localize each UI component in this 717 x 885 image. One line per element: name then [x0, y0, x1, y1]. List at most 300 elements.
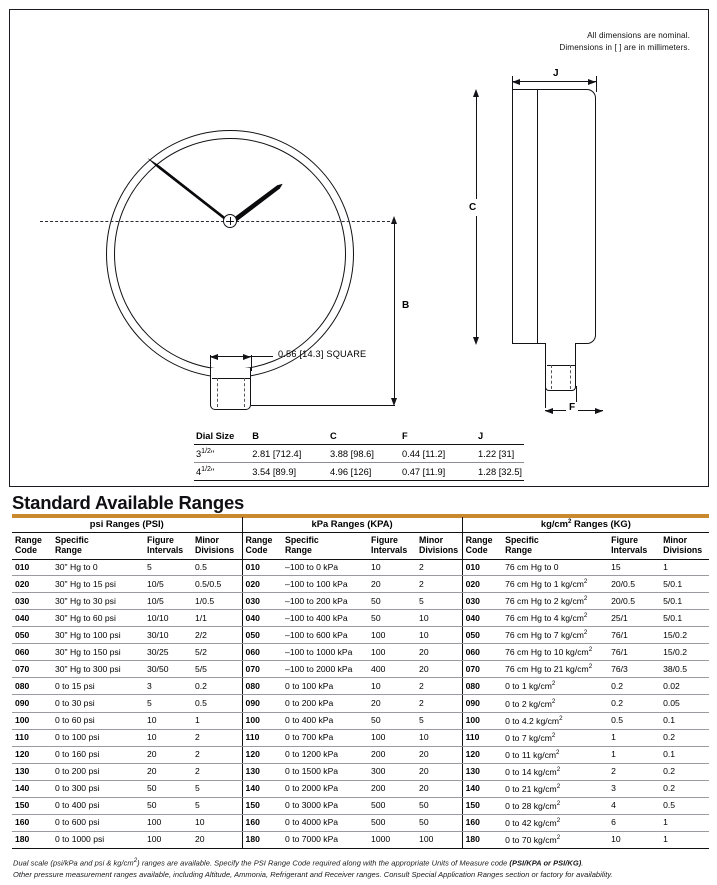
kg-range-code: 090 — [462, 695, 502, 712]
kg-minor-divisions: 0.2 — [660, 729, 709, 746]
b-arrow-bottom-icon — [391, 398, 397, 406]
dial-b-value: 3.54 [89.9] — [250, 463, 328, 481]
dial-size-header-row — [194, 430, 524, 445]
page-title: Standard Available Ranges — [12, 492, 245, 513]
kg-range-code: 050 — [462, 627, 502, 644]
dial-size-header-c: C — [328, 430, 400, 445]
kg-figure-intervals: 1 — [608, 729, 660, 746]
kpa-range-code: 150 — [242, 797, 282, 814]
kg-unit-superscript: 2 — [583, 629, 588, 637]
col-header-kg-code — [462, 533, 502, 560]
kg-figure-intervals: 6 — [608, 814, 660, 831]
kg-specific-range: 0 to 28 $kg/cm^2$ — [502, 797, 608, 814]
kpa-specific-range: –100 to 200 kPa — [282, 593, 368, 610]
dial-size-header-size: Dial Size — [194, 430, 250, 445]
kg-unit-superscript: 2 — [556, 799, 561, 807]
dial-f-value: 0.47 [11.9] — [400, 463, 476, 481]
hdr-line2: Intervals — [371, 544, 408, 555]
dial-size-fraction: 1/2 — [201, 466, 211, 474]
psi-specific-range: 30" Hg to 150 psi — [52, 644, 144, 661]
table-row — [12, 729, 709, 746]
psi-minor-divisions: 2 — [192, 746, 242, 763]
kg-range-code: 070 — [462, 661, 502, 678]
ranges-group-header-row — [12, 517, 709, 533]
psi-specific-range: 0 to 15 psi — [52, 678, 144, 695]
psi-minor-divisions: 0.2 — [192, 678, 242, 695]
square-dimension-leader — [251, 356, 273, 357]
kg-specific-range: 0 to 42 $kg/cm^2$ — [502, 814, 608, 831]
center-axis-line — [40, 221, 395, 222]
psi-range-code: 060 — [12, 644, 52, 661]
kpa-minor-divisions: 2 — [416, 559, 462, 575]
kpa-range-code: 180 — [242, 831, 282, 848]
kg-range-code: 100 — [462, 712, 502, 729]
kpa-specific-range: –100 to 0 kPa — [282, 559, 368, 575]
psi-specific-range: 0 to 300 psi — [52, 780, 144, 797]
group-header-kg: $kg/cm^2$ Ranges (KG) — [462, 517, 709, 533]
dial-size-table — [194, 430, 524, 481]
psi-figure-intervals: 10 — [144, 712, 192, 729]
kg-specific-range: 0 to 1 $kg/cm^2$ — [502, 678, 608, 695]
kpa-figure-intervals: 50 — [368, 712, 416, 729]
kpa-figure-intervals: 100 — [368, 644, 416, 661]
kg-minor-divisions: 0.1 — [660, 712, 709, 729]
dial-size-fraction: 1/2 — [201, 448, 211, 455]
kg-figure-intervals: 0.2 — [608, 695, 660, 712]
side-stem-dashed-right — [570, 365, 571, 389]
kg-specific-range: 0 to 21 $kg/cm^2$ — [502, 780, 608, 797]
kg-unit-superscript: 2 — [556, 782, 561, 790]
dial-f-value: 0.44 [11.2] — [400, 445, 476, 463]
psi-range-code: 150 — [12, 797, 52, 814]
kg-figure-intervals: 2 — [608, 763, 660, 780]
kpa-range-code: 130 — [242, 763, 282, 780]
kg-figure-intervals: 0.5 — [608, 712, 660, 729]
kg-range-code: 110 — [462, 729, 502, 746]
hdr-line1: Figure — [611, 535, 638, 546]
hdr-line1: Figure — [147, 535, 174, 546]
table-row — [194, 445, 524, 463]
kg-figure-intervals: 20/0.5 — [608, 576, 660, 593]
footnote-units-code: (PSI/KPA or PSI/KG) — [509, 858, 582, 868]
kpa-figure-intervals: 500 — [368, 814, 416, 831]
psi-range-code: 100 — [12, 712, 52, 729]
psi-specific-range: 30" Hg to 60 psi — [52, 610, 144, 627]
table-row — [12, 831, 709, 848]
kpa-specific-range: –100 to 2000 kPa — [282, 661, 368, 678]
col-header-kpa-figure — [368, 533, 416, 560]
b-dimension-label: B — [402, 300, 410, 311]
kg-figure-intervals: 76/3 — [608, 661, 660, 678]
psi-figure-intervals: 20 — [144, 763, 192, 780]
hdr-line2: Code — [15, 544, 37, 555]
note-line-1: All dimensions are nominal. — [587, 31, 690, 40]
kpa-range-code: 060 — [242, 644, 282, 661]
kpa-specific-range: 0 to 1500 kPa — [282, 763, 368, 780]
c-arrow-bottom-icon — [473, 337, 479, 345]
kg-minor-divisions: 0.05 — [660, 695, 709, 712]
kpa-range-code: 050 — [242, 627, 282, 644]
kg-figure-intervals: 76/1 — [608, 627, 660, 644]
dial-size-header-f: F — [400, 430, 476, 445]
dimensional-drawing-panel — [9, 9, 709, 487]
footnotes — [13, 856, 713, 881]
dial-size-value — [194, 463, 250, 481]
hdr-line1: Specific — [505, 535, 539, 546]
kpa-minor-divisions: 10 — [416, 610, 462, 627]
psi-range-code: 080 — [12, 678, 52, 695]
psi-minor-divisions: 5 — [192, 797, 242, 814]
psi-figure-intervals: 10/5 — [144, 576, 192, 593]
kg-range-code: 160 — [462, 814, 502, 831]
psi-minor-divisions: 20 — [192, 831, 242, 848]
kg-figure-intervals: 3 — [608, 780, 660, 797]
psi-minor-divisions: 1 — [192, 712, 242, 729]
gauge-side-view — [450, 10, 708, 430]
kpa-specific-range: 0 to 100 kPa — [282, 678, 368, 695]
psi-minor-divisions: 0.5 — [192, 695, 242, 712]
c-arrow-top-icon — [473, 89, 479, 97]
dial-size-header-j: J — [476, 430, 524, 445]
kg-range-code: 020 — [462, 576, 502, 593]
kpa-minor-divisions: 2 — [416, 678, 462, 695]
col-header-psi-range — [52, 533, 144, 560]
kg-unit-superscript: 2 — [556, 816, 561, 824]
kg-range-code: 060 — [462, 644, 502, 661]
note-line-2: Dimensions in [ ] are in millimeters. — [559, 42, 690, 52]
psi-figure-intervals: 5 — [144, 695, 192, 712]
psi-figure-intervals: 5 — [144, 559, 192, 575]
side-stem-dashed-left — [551, 365, 552, 389]
footnote-line-2: Other pressure measurement ranges available, including Altitude, Ammonia, Refrigerant and Receiver ranges. Consult Special Application Ranges section or factory for availability. — [13, 870, 613, 880]
c-dimension — [464, 89, 498, 345]
stem-dashed-right — [244, 378, 245, 407]
kpa-figure-intervals: 100 — [368, 729, 416, 746]
hdr-line2: Intervals — [147, 544, 184, 555]
ranges-column-header-row — [12, 533, 709, 560]
col-header-kg-range — [502, 533, 608, 560]
square-dimension-arrows — [210, 356, 251, 357]
kpa-minor-divisions: 100 — [416, 831, 462, 848]
kg-minor-divisions: 15/0.2 — [660, 627, 709, 644]
kg-minor-divisions: 1 — [660, 559, 709, 575]
b-dimension — [386, 216, 416, 406]
kpa-range-code: 030 — [242, 593, 282, 610]
kg-unit-superscript: 2 — [556, 748, 560, 756]
dial-j-value: 1.22 [31] — [476, 445, 524, 463]
kpa-minor-divisions: 20 — [416, 644, 462, 661]
kpa-range-code: 020 — [242, 576, 282, 593]
table-row — [12, 593, 709, 610]
psi-minor-divisions: 5/2 — [192, 644, 242, 661]
kpa-specific-range: 0 to 400 kPa — [282, 712, 368, 729]
gauge-case-side-bezel — [512, 89, 538, 344]
psi-range-code: 140 — [12, 780, 52, 797]
kpa-range-code: 110 — [242, 729, 282, 746]
psi-figure-intervals: 50 — [144, 780, 192, 797]
kpa-figure-intervals: 100 — [368, 627, 416, 644]
dial-size-whole: 3 — [196, 449, 202, 460]
table-row — [12, 712, 709, 729]
kg-specific-range: 0 to 11 $kg/cm^2$ — [502, 746, 608, 763]
kg-unit-superscript: 2 — [551, 731, 556, 739]
psi-range-code: 070 — [12, 661, 52, 678]
kg-superscript: 2 — [567, 518, 572, 525]
hdr-line1: Range — [245, 535, 273, 546]
kg-minor-divisions: 5/0.1 — [660, 576, 709, 593]
kpa-minor-divisions: 5 — [416, 593, 462, 610]
kpa-minor-divisions: 20 — [416, 661, 462, 678]
gauge-dial-inner-circle — [114, 138, 346, 370]
kpa-figure-intervals: 500 — [368, 797, 416, 814]
group-header-psi: psi Ranges (PSI) — [12, 517, 242, 533]
dial-size-header-b: B — [250, 430, 328, 445]
table-row — [12, 797, 709, 814]
kg-specific-range: 0 to 7 $kg/cm^2$ — [502, 729, 608, 746]
kg-range-code: 140 — [462, 780, 502, 797]
standard-available-ranges-table — [12, 517, 709, 849]
j-dimension — [512, 70, 602, 90]
kpa-specific-range: 0 to 7000 kPa — [282, 831, 368, 848]
kg-specific-range: 0 to 70 $kg/cm^2$ — [502, 831, 608, 848]
kg-figure-intervals: 20/0.5 — [608, 593, 660, 610]
psi-range-code: 180 — [12, 831, 52, 848]
psi-range-code: 130 — [12, 763, 52, 780]
psi-figure-intervals: 20 — [144, 746, 192, 763]
col-header-kpa-minor — [416, 533, 462, 560]
psi-specific-range: 0 to 200 psi — [52, 763, 144, 780]
psi-range-code: 010 — [12, 559, 52, 575]
kg-specific-range: 0 to 4.2 $kg/cm^2$ — [502, 712, 608, 729]
col-header-kg-minor — [660, 533, 709, 560]
psi-minor-divisions: 10 — [192, 814, 242, 831]
psi-specific-range: 0 to 1000 psi — [52, 831, 144, 848]
psi-minor-divisions: 2/2 — [192, 627, 242, 644]
kpa-minor-divisions: 20 — [416, 780, 462, 797]
ranges-table-body — [12, 559, 709, 848]
kpa-minor-divisions: 20 — [416, 746, 462, 763]
footnote-line-1 — [13, 856, 713, 869]
kpa-minor-divisions: 10 — [416, 627, 462, 644]
table-row — [12, 627, 709, 644]
kg-specific-range: 76 cm Hg to 21 $kg/cm^2$ — [502, 661, 608, 678]
psi-figure-intervals: 10 — [144, 729, 192, 746]
footnote-1-b: ) ranges are available. Specify the PSI Range Code required along with the appropriate Units of Measure code — [137, 858, 510, 868]
dial-size-whole: 4 — [196, 467, 202, 478]
psi-range-code: 090 — [12, 695, 52, 712]
kpa-specific-range: 0 to 2000 kPa — [282, 780, 368, 797]
psi-specific-range: 0 to 100 psi — [52, 729, 144, 746]
j-dimension-label: J — [550, 68, 562, 79]
kg-minor-divisions: 1 — [660, 814, 709, 831]
hdr-line2: Divisions — [195, 544, 235, 555]
psi-minor-divisions: 2 — [192, 729, 242, 746]
psi-minor-divisions: 2 — [192, 763, 242, 780]
kpa-figure-intervals: 50 — [368, 610, 416, 627]
table-row — [194, 463, 524, 481]
f-dimension-label: F — [566, 402, 578, 413]
table-row — [12, 763, 709, 780]
hdr-line1: Minor — [663, 535, 688, 546]
kpa-minor-divisions: 50 — [416, 814, 462, 831]
table-row — [12, 814, 709, 831]
hdr-line1: Range — [15, 535, 42, 546]
kpa-figure-intervals: 400 — [368, 661, 416, 678]
kpa-figure-intervals: 50 — [368, 593, 416, 610]
kg-range-code: 010 — [462, 559, 502, 575]
table-row — [12, 780, 709, 797]
table-row — [12, 559, 709, 575]
kpa-range-code: 140 — [242, 780, 282, 797]
kg-range-code: 180 — [462, 831, 502, 848]
kpa-minor-divisions: 2 — [416, 695, 462, 712]
kg-minor-divisions: 0.2 — [660, 780, 709, 797]
kpa-range-code: 080 — [242, 678, 282, 695]
kg-specific-range: 76 cm Hg to 10 $kg/cm^2$ — [502, 644, 608, 661]
kg-unit-superscript: 2 — [556, 765, 561, 773]
kg-range-code: 120 — [462, 746, 502, 763]
psi-range-code: 110 — [12, 729, 52, 746]
footnote-superscript: 2 — [133, 857, 138, 864]
c-dimension-label: C — [467, 199, 478, 216]
psi-minor-divisions: 0.5 — [192, 559, 242, 575]
kg-specific-range: 76 cm Hg to 4 $kg/cm^2$ — [502, 610, 608, 627]
kpa-specific-range: –100 to 400 kPa — [282, 610, 368, 627]
psi-figure-intervals: 100 — [144, 814, 192, 831]
psi-figure-intervals: 10/5 — [144, 593, 192, 610]
psi-specific-range: 0 to 400 psi — [52, 797, 144, 814]
psi-specific-range: 0 to 30 psi — [52, 695, 144, 712]
hdr-line2: Code — [245, 544, 268, 555]
psi-range-code: 050 — [12, 627, 52, 644]
kg-specific-range: 0 to 14 $kg/cm^2$ — [502, 763, 608, 780]
psi-range-code: 160 — [12, 814, 52, 831]
footnote-1-c: . — [581, 858, 584, 868]
hdr-line2: Range — [505, 544, 532, 555]
kpa-range-code: 100 — [242, 712, 282, 729]
psi-range-code: 120 — [12, 746, 52, 763]
psi-figure-intervals: 3 — [144, 678, 192, 695]
hdr-line2: Divisions — [663, 544, 703, 555]
c-dimension-line — [476, 93, 477, 341]
psi-figure-intervals: 10/10 — [144, 610, 192, 627]
footnote-1-a: Dual scale (psi/kPa and psi & kg/cm — [13, 858, 134, 868]
gauge-pointer-hub-icon — [223, 214, 237, 228]
b-dimension-baseline — [251, 405, 395, 406]
col-header-kpa-range — [282, 533, 368, 560]
kg-range-code: 150 — [462, 797, 502, 814]
psi-figure-intervals: 30/25 — [144, 644, 192, 661]
col-header-kpa-code — [242, 533, 282, 560]
kpa-range-code: 040 — [242, 610, 282, 627]
kg-minor-divisions: 38/0.5 — [660, 661, 709, 678]
kg-specific-range: 76 cm Hg to 1 $kg/cm^2$ — [502, 576, 608, 593]
kg-specific-range: 76 cm Hg to 2 $kg/cm^2$ — [502, 593, 608, 610]
kpa-range-code: 160 — [242, 814, 282, 831]
psi-range-code: 040 — [12, 610, 52, 627]
kpa-figure-intervals: 20 — [368, 576, 416, 593]
psi-specific-range: 30" Hg to 15 psi — [52, 576, 144, 593]
square-dimension-callout — [210, 347, 410, 367]
kg-unit-superscript: 2 — [583, 612, 588, 620]
kg-range-code: 030 — [462, 593, 502, 610]
hdr-line1: Minor — [419, 535, 443, 546]
kpa-figure-intervals: 20 — [368, 695, 416, 712]
kg-unit-superscript: 2 — [588, 663, 593, 671]
table-row — [12, 661, 709, 678]
table-row — [12, 746, 709, 763]
kpa-minor-divisions: 5 — [416, 712, 462, 729]
psi-specific-range: 30" Hg to 0 — [52, 559, 144, 575]
kpa-specific-range: –100 to 1000 kPa — [282, 644, 368, 661]
kg-unit-superscript: 2 — [583, 595, 588, 603]
kpa-figure-intervals: 200 — [368, 746, 416, 763]
psi-range-code: 020 — [12, 576, 52, 593]
dial-j-value: 1.28 [32.5] — [476, 463, 524, 481]
table-row — [12, 644, 709, 661]
kpa-range-code: 090 — [242, 695, 282, 712]
kpa-specific-range: 0 to 700 kPa — [282, 729, 368, 746]
kpa-figure-intervals: 10 — [368, 559, 416, 575]
kpa-range-code: 010 — [242, 559, 282, 575]
kg-unit-superscript: 2 — [588, 646, 593, 654]
gauge-stem-front — [210, 368, 251, 410]
psi-minor-divisions: 0.5/0.5 — [192, 576, 242, 593]
kg-minor-divisions: 15/0.2 — [660, 644, 709, 661]
hdr-line1: Specific — [55, 535, 89, 546]
hdr-line1: Minor — [195, 535, 219, 546]
kg-figure-intervals: 25/1 — [608, 610, 660, 627]
kpa-minor-divisions: 50 — [416, 797, 462, 814]
psi-figure-intervals: 50 — [144, 797, 192, 814]
kg-specific-range: 76 cm Hg to 0 — [502, 559, 608, 575]
dial-size-unit: " — [210, 449, 215, 460]
kg-minor-divisions: 0.1 — [660, 746, 709, 763]
kpa-specific-range: 0 to 4000 kPa — [282, 814, 368, 831]
kpa-figure-intervals: 10 — [368, 678, 416, 695]
psi-range-code: 030 — [12, 593, 52, 610]
table-row — [12, 695, 709, 712]
kpa-range-code: 070 — [242, 661, 282, 678]
kg-figure-intervals: 15 — [608, 559, 660, 575]
hdr-line2: Intervals — [611, 544, 648, 555]
psi-specific-range: 30" Hg to 30 psi — [52, 593, 144, 610]
kg-minor-divisions: 5/0.1 — [660, 593, 709, 610]
square-dimension-label: 0.56 [14.3] SQUARE — [278, 349, 367, 359]
kg-figure-intervals: 1 — [608, 746, 660, 763]
kpa-minor-divisions: 2 — [416, 576, 462, 593]
hdr-line2: Divisions — [419, 544, 459, 555]
psi-specific-range: 30" Hg to 300 psi — [52, 661, 144, 678]
col-header-psi-figure — [144, 533, 192, 560]
psi-minor-divisions: 5/5 — [192, 661, 242, 678]
b-dimension-line — [394, 220, 395, 402]
psi-figure-intervals: 100 — [144, 831, 192, 848]
psi-minor-divisions: 1/0.5 — [192, 593, 242, 610]
kg-figure-intervals: 4 — [608, 797, 660, 814]
section-heading-block — [12, 493, 712, 518]
kg-specific-range: 76 cm Hg to 7 $kg/cm^2$ — [502, 627, 608, 644]
dial-b-value: 2.81 [712.4] — [250, 445, 328, 463]
hdr-line1: Figure — [371, 535, 398, 546]
hdr-line2: Range — [55, 544, 82, 555]
kg-minor-divisions: 5/0.1 — [660, 610, 709, 627]
kg-range-code: 130 — [462, 763, 502, 780]
stem-dashed-left — [217, 378, 218, 407]
kpa-specific-range: 0 to 1200 kPa — [282, 746, 368, 763]
kg-minor-divisions: 0.2 — [660, 763, 709, 780]
kg-unit-superscript: 2 — [551, 680, 556, 688]
